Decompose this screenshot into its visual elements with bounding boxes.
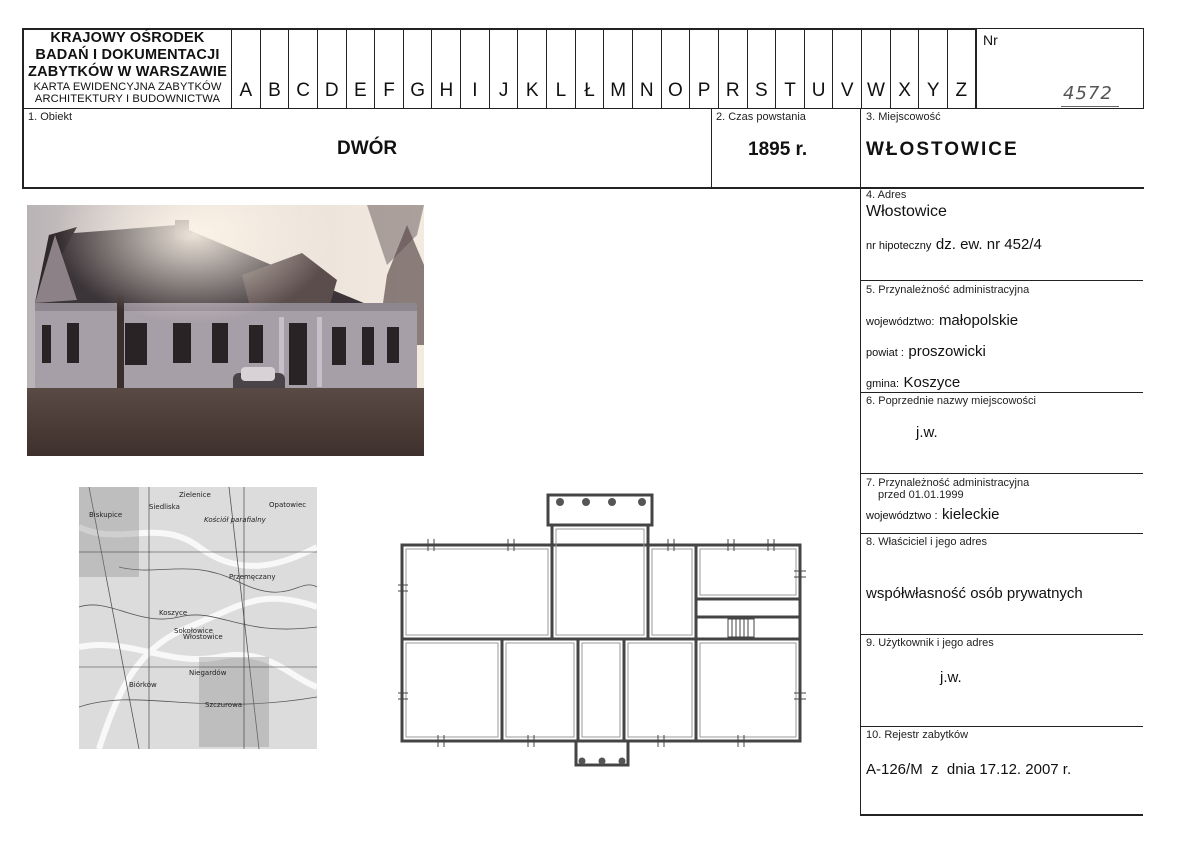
map-label-biorkow: Biórków	[129, 681, 157, 689]
letter-cell-3: C	[288, 28, 317, 109]
map-label-koszyce: Koszyce	[159, 609, 188, 617]
sep-9-10	[860, 726, 1143, 727]
poprzednie-value: j.w.	[916, 424, 938, 441]
czas-label: 2. Czas powstania	[716, 111, 806, 123]
przed1999-woj-label: województwo :	[866, 510, 938, 522]
wlasciciel-value: współwłasność osób prywatnych	[866, 585, 1083, 602]
institution-line1: KRAJOWY OŚRODEK	[50, 30, 205, 46]
poprzednie-label: 6. Poprzednie nazwy miejscowości	[866, 395, 1036, 407]
letter-cell-1: A	[231, 28, 260, 109]
hip-label: nr hipoteczny	[866, 240, 932, 252]
hip-value: dz. ew. nr 452/4	[935, 236, 1042, 253]
map-label-kosciol: Kościół parafialny	[204, 516, 266, 524]
letter-cell-5: E	[346, 28, 375, 109]
woj-label: województwo:	[866, 316, 935, 328]
letter-cell-21: U	[804, 28, 833, 109]
letter-cell-10: J	[489, 28, 518, 109]
obiekt-value: DWÓR	[337, 138, 398, 159]
institution-line3: ZABYTKÓW W WARSZAWIE	[28, 64, 227, 80]
rejestr-label: 10. Rejestr zabytków	[866, 729, 969, 741]
map-label-sokolowice: Sokołowice	[174, 627, 213, 635]
letter-cell-18: R	[718, 28, 747, 109]
letter-cell-7: G	[403, 28, 432, 109]
building-photo	[27, 205, 424, 456]
map-label-zielenice: Zielenice	[179, 491, 211, 499]
letter-cell-22: V	[832, 28, 861, 109]
pow-label: powiat :	[866, 347, 904, 359]
right-col-left-line	[860, 187, 861, 815]
hip-row	[866, 236, 1042, 254]
woj-row	[866, 312, 1018, 330]
location-map	[79, 487, 317, 749]
row1-divider-1	[711, 108, 712, 188]
uzytkownik-value: j.w.	[940, 669, 962, 686]
letter-cell-2: B	[260, 28, 289, 109]
sep-7-8	[860, 533, 1143, 534]
uzytkownik-label: 9. Użytkownik i jego adres	[866, 637, 994, 649]
adres-value: Włostowice	[866, 203, 947, 220]
letter-cell-23: W	[861, 28, 890, 109]
letter-cell-19: S	[747, 28, 776, 109]
letter-cell-13: Ł	[575, 28, 604, 109]
czas-value: 1895 r.	[748, 139, 808, 160]
pow-value: proszowicki	[908, 343, 986, 360]
letter-cell-20: T	[775, 28, 804, 109]
letter-cell-12: L	[546, 28, 575, 109]
letter-index	[231, 28, 976, 109]
right-col-bottom-line	[860, 814, 1143, 816]
rejestr-value: A-126/M z dnia 17.12. 2007 r.	[866, 761, 1072, 778]
woj-value: małopolskie	[938, 312, 1019, 329]
obiekt-label: 1. Obiekt	[28, 111, 73, 123]
nr-underline	[1061, 106, 1119, 107]
letter-cell-8: H	[431, 28, 460, 109]
miejscowosc-value: WŁOSTOWICE	[866, 139, 1019, 160]
pow-row	[866, 343, 986, 361]
floor-plan	[398, 493, 808, 768]
map-label-niegardow: Niegardów	[189, 669, 227, 677]
letter-cell-24: X	[890, 28, 919, 109]
wlasciciel-label: 8. Właściciel i jego adres	[866, 536, 988, 548]
row1-bottom-line	[22, 187, 1144, 189]
letter-cell-4: D	[317, 28, 346, 109]
nr-label: Nr	[983, 32, 998, 48]
gmina-row	[866, 374, 960, 392]
institution-line2: BADAŃ I DOKUMENTACJI	[35, 47, 220, 63]
przed1999-label2: przed 01.01.1999	[878, 489, 964, 501]
map-label-biskupice: Biskupice	[89, 511, 123, 519]
map-label-przemeczany: Przemęczany	[229, 573, 276, 581]
gmina-label: gmina:	[866, 378, 900, 390]
sep-5-6	[860, 392, 1143, 393]
letter-cell-16: O	[661, 28, 690, 109]
przynaleznosc-label: 5. Przynależność administracyjna	[866, 284, 1030, 296]
institution-name	[24, 30, 231, 105]
letter-cell-25: Y	[918, 28, 947, 109]
przed1999-label1: 7. Przynależność administracyjna	[866, 477, 1030, 489]
gmina-value: Koszyce	[903, 374, 961, 391]
adres-label: 4. Adres	[866, 189, 907, 201]
sep-6-7	[860, 473, 1143, 474]
map-label-siedliska: Siedliska	[149, 503, 180, 511]
map-label-wlostowice: Włostowice	[183, 633, 223, 641]
sep-8-9	[860, 634, 1143, 635]
institution-line4: KARTA EWIDENCYJNA ZABYTKÓW	[33, 81, 222, 93]
letter-cell-14: M	[603, 28, 632, 109]
institution-line5: ARCHITEKTURY I BUDOWNICTWA	[34, 93, 221, 105]
przed1999-woj-row	[866, 506, 1000, 524]
map-label-opatowiec: Opatowiec	[269, 501, 307, 509]
row1-divider-2	[860, 108, 861, 188]
letter-cell-26: Z	[947, 28, 976, 109]
letter-cell-15: N	[632, 28, 661, 109]
miejscowosc-label: 3. Miejscowość	[866, 111, 941, 123]
letter-cell-17: P	[689, 28, 718, 109]
nr-box	[976, 28, 1144, 109]
przed1999-woj-value: kieleckie	[942, 506, 1000, 523]
letter-cell-6: F	[374, 28, 403, 109]
nr-handwritten-value: 4572	[1063, 83, 1113, 104]
letter-cell-11: K	[517, 28, 546, 109]
sep-4-5	[860, 280, 1143, 281]
letter-cell-9: I	[460, 28, 489, 109]
map-label-szczurowa: Szczurowa	[205, 701, 243, 709]
